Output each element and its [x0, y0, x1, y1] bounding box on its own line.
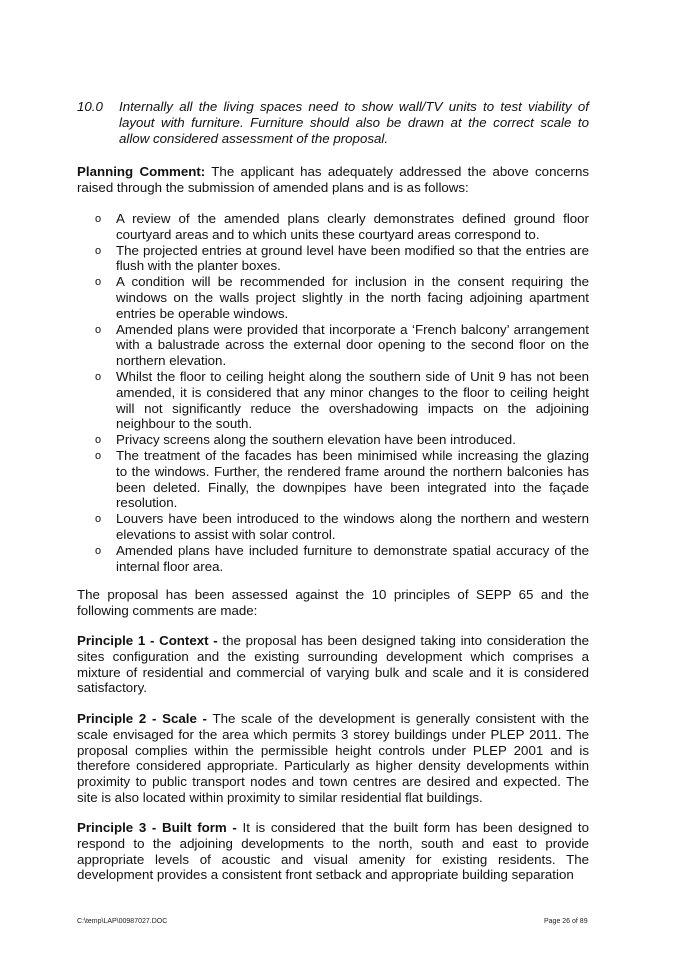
list-item-text: Amended plans have included furniture to demonstrate spatial accuracy of the internal floor area.: [116, 542, 589, 574]
list-item: [95, 243, 589, 275]
bullet-circle-icon: o: [95, 449, 102, 462]
bullet-circle-icon: o: [95, 213, 102, 225]
bullet-circle-icon: o: [95, 544, 102, 557]
bullet-circle-icon: o: [95, 244, 102, 257]
bullet-circle-icon: o: [95, 323, 102, 336]
footer-page-number: Page 26 of 89: [544, 918, 588, 925]
list-item: [95, 322, 589, 369]
principle-1-label: Principle 1 - Context -: [77, 633, 218, 648]
bullet-circle-icon: o: [95, 434, 102, 447]
assessment-intro: The proposal has been assessed against the 10 principles of SEPP 65 and the following comments are made:: [77, 587, 589, 618]
list-item-text: A condition will be recommended for inclusion in the consent requiring the windows on the walls project slightly in the north facing adjoining apartment entries be operable windows.: [116, 274, 589, 321]
principle-2-label: Principle 2 - Scale -: [77, 711, 207, 726]
list-item-text: Whilst the floor to ceiling height along the southern side of Unit 9 has not been amended, it is considered that any minor changes to the floor to ceiling height will not significantly reduce the overshadowing impacts on the adjoining neighbour to the south.: [116, 368, 589, 432]
principle-2-paragraph: [77, 711, 589, 806]
list-item-text: Privacy screens along the southern elevation have been introduced.: [116, 432, 516, 448]
bullet-list: [95, 211, 589, 574]
planning-comment-paragraph: [77, 164, 589, 196]
list-item: [95, 543, 589, 575]
planning-comment-label: Planning Comment:: [77, 164, 206, 179]
footer-file-path: C:\temp\LAP\00987027.DOC: [77, 918, 168, 925]
list-item-text: Amended plans were provided that incorporate a ‘French balcony’ arrangement with a balustrade across the external door opening to the second floor on the northern elevation.: [116, 321, 589, 369]
principle-1-text: the proposal has been designed taking into consideration the sites configuration and the existing surrounding development which comprises a mixture of residential and commercial of varying bulk and scale and it is considered satisfactory.: [77, 633, 590, 696]
list-item: [95, 369, 589, 432]
principle-1-paragraph: [77, 633, 589, 696]
principle-2-text: The scale of the development is generally consistent with the scale envisaged for the area which permits 3 storey buildings under PLEP 2011. The proposal complies within the permissible height controls under PLEP 2001 and is therefore considered appropriate. Particularly as higher density developments within proximity to public transport nodes and town centres are desired and expected. The site is also located within proximity to similar residential flat buildings.: [77, 711, 589, 805]
bullet-circle-icon: o: [95, 370, 102, 383]
bullet-circle-icon: o: [95, 513, 102, 526]
list-item-text: Louvers have been introduced to the windows along the northern and western elevations to assist with solar control.: [116, 511, 589, 542]
list-item-text: The projected entries at ground level have been modified so that the entries are flush with the planter boxes.: [116, 242, 589, 274]
item-number: 10.0: [77, 99, 103, 114]
principle-3-paragraph: [77, 820, 589, 883]
item-text: Internally all the living spaces need to show wall/TV units to test viability of layout with furniture. Furniture should also be drawn at the correct scale to allow considered assessment of the proposal.: [119, 99, 589, 146]
planning-comment-text: The applicant has adequately addressed the above concerns raised through the submission of amended plans and is as follows:: [77, 164, 589, 195]
list-item-text: The treatment of the facades has been minimised while increasing the glazing to the windows. Further, the rendered frame around the northern balconies has been deleted. Finally, the downpipes have been integrated into the façade resolution.: [116, 447, 589, 511]
list-item-text: A review of the amended plans clearly demonstrates defined ground floor courtyard areas and to which units these courtyard areas correspond to.: [116, 211, 589, 242]
principle-3-label: Principle 3 - Built form -: [77, 820, 237, 835]
list-item: [95, 432, 589, 448]
item-10: [77, 99, 589, 146]
bullet-circle-icon: o: [95, 276, 102, 289]
list-item: [95, 211, 589, 243]
principle-3-text: It is considered that the built form has been designed to respond to the adjoining developments to the north, south and east to provide appropriate levels of acoustic and visual amenity for existing residents. The development provides a consistent front setback and appropriate building separation: [77, 820, 589, 883]
list-item: [95, 511, 589, 543]
list-item: [95, 274, 589, 321]
list-item: [95, 448, 589, 511]
